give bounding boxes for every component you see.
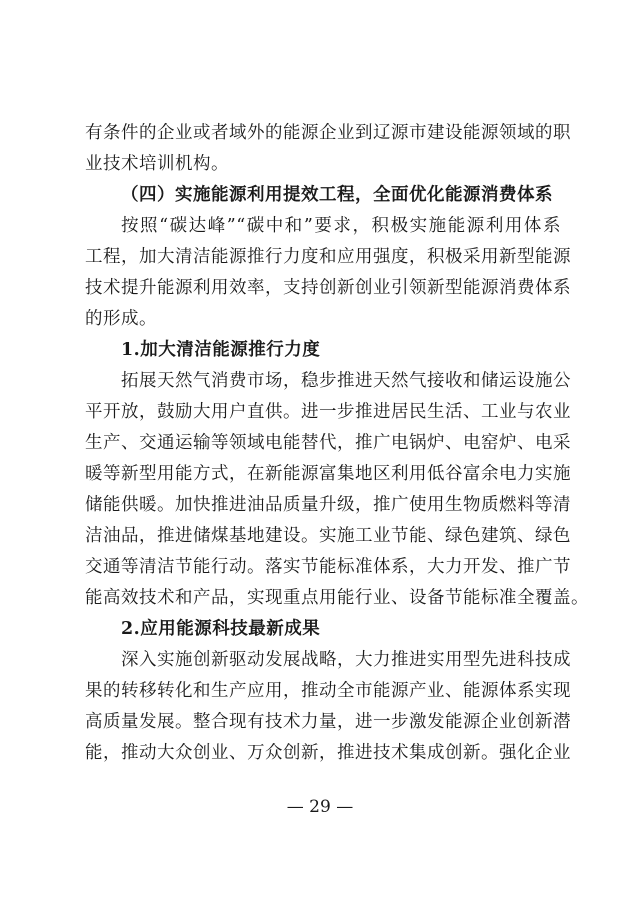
text-line: 生产、交通运输等领域电能替代，推广电锅炉、电窑炉、电采 <box>85 433 571 453</box>
text-line: 交通等清洁节能行动。落实节能标准体系，大力开发、推广节 <box>85 557 571 577</box>
text-line: 业技术培训机构。 <box>85 154 229 174</box>
subsection-heading: 1.加大清洁能源推行力度 <box>121 340 321 360</box>
text-line: 能高效技术和产品，实现重点用能行业、设备节能标准全覆盖。 <box>85 588 589 608</box>
text-line: 有条件的企业或者域外的能源企业到辽源市建设能源领域的职 <box>85 123 571 143</box>
text-line: 工程，加大清洁能源推行力度和应用强度，积极采用新型能源 <box>85 247 571 267</box>
text-line: 技术提升能源利用效率，支持创新创业引领新型能源消费体系 <box>85 278 571 298</box>
section-heading: （四）实施能源利用提效工程，全面优化能源消费体系 <box>121 185 553 205</box>
subsection-heading: 2.应用能源科技最新成果 <box>121 619 321 639</box>
text-line: 按照“碳达峰”“碳中和”要求，积极实施能源利用体系 <box>121 216 561 236</box>
text-line: 的形成。 <box>85 309 157 329</box>
text-line: 储能供暖。加快推进油品质量升级，推广使用生物质燃料等清 <box>85 495 571 515</box>
text-line: 平开放，鼓励大用户直供。进一步推进居民生活、工业与农业 <box>85 402 571 422</box>
text-line: 果的转移转化和生产应用，推动全市能源产业、能源体系实现 <box>85 681 571 701</box>
text-line: 高质量发展。整合现有技术力量，进一步激发能源企业创新潜 <box>85 712 571 732</box>
page-number: — 29 — <box>286 797 354 817</box>
text-line: 深入实施创新驱动发展战略，大力推进实用型先进科技成 <box>121 650 571 670</box>
text-line: 暖等新型用能方式，在新能源富集地区利用低谷富余电力实施 <box>85 464 571 484</box>
document-body <box>85 118 589 769</box>
text-line: 拓展天然气消费市场，稳步推进天然气接收和储运设施公 <box>121 371 571 391</box>
text-line: 洁油品，推进储煤基地建设。实施工业节能、绿色建筑、绿色 <box>85 526 571 546</box>
text-line: 能，推动大众创业、万众创新，推进技术集成创新。强化企业 <box>85 743 571 763</box>
